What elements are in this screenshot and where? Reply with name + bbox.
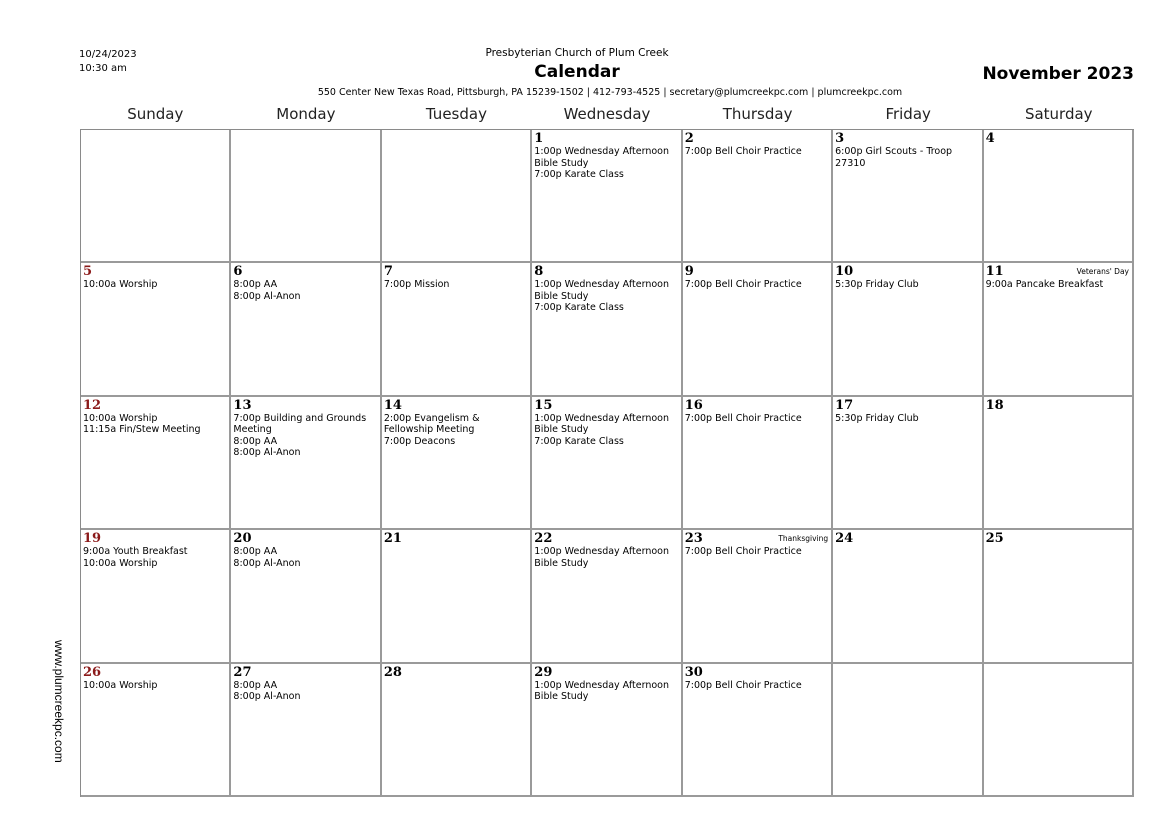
day-cell <box>833 397 983 530</box>
calendar-event: 7:00p Bell Choir Practice <box>684 412 802 424</box>
day-number: 4 <box>985 131 995 146</box>
day-number: 30 <box>684 664 703 680</box>
day-number: 26 <box>83 664 102 680</box>
calendar-event: 1:00p Wednesday Afternoon Bible Study <box>534 679 669 703</box>
day-cell <box>382 397 532 530</box>
day-cell <box>833 664 983 797</box>
day-cell <box>683 263 833 396</box>
day-cell <box>833 530 983 663</box>
day-cell <box>231 530 381 663</box>
calendar-event: 1:00p Wednesday Afternoon Bible Study <box>534 279 669 302</box>
calendar-event: 5:30p Friday Club <box>835 412 919 424</box>
calendar-event: 10:00a Worship <box>83 557 158 569</box>
holiday-label: Thanksgiving <box>778 534 829 544</box>
day-cell <box>984 664 1134 797</box>
day-number: 29 <box>534 664 553 680</box>
calendar-event: 8:00p AA <box>233 435 278 447</box>
day-cell <box>81 130 231 263</box>
day-number: 24 <box>835 531 854 547</box>
day-cell <box>231 397 381 530</box>
weekday-saturday: Saturday <box>1024 105 1093 123</box>
print-date: 10/24/2023 <box>79 49 137 60</box>
day-number: 18 <box>985 397 1004 413</box>
calendar-event: 2:00p Evangelism & Fellowship Meeting <box>383 412 480 436</box>
day-number: 6 <box>233 264 243 280</box>
day-cell <box>683 397 833 530</box>
calendar-event: 8:00p AA <box>233 279 278 291</box>
day-cell <box>532 530 682 663</box>
day-cell <box>833 263 983 396</box>
day-cell <box>833 130 983 263</box>
calendar-event: 7:00p Bell Choir Practice <box>684 146 802 157</box>
calendar-event: 7:00p Karate Class <box>534 169 624 180</box>
page-title: Calendar <box>534 62 620 82</box>
month-year: November 2023 <box>982 64 1134 84</box>
calendar-event: 10:00a Worship <box>83 679 158 691</box>
calendar-event: 6:00p Girl Scouts - Troop 27310 <box>835 146 953 169</box>
day-number: 19 <box>83 531 102 547</box>
day-cell <box>81 397 231 530</box>
day-number: 28 <box>383 664 402 680</box>
day-cell <box>683 664 833 797</box>
calendar-event: 8:00p Al-Anon <box>233 447 301 459</box>
calendar-event: 8:00p AA <box>233 679 278 691</box>
day-number: 3 <box>835 131 845 146</box>
day-cell <box>231 130 381 263</box>
day-number: 7 <box>383 264 393 280</box>
day-number: 23 <box>684 531 703 547</box>
weekday-sunday: Sunday <box>127 105 184 123</box>
calendar-event: 7:00p Karate Class <box>534 435 624 447</box>
day-cell <box>683 130 833 263</box>
day-number: 16 <box>684 397 703 413</box>
day-cell <box>231 263 381 396</box>
day-number: 22 <box>534 531 553 547</box>
weekday-wednesday: Wednesday <box>563 105 651 123</box>
day-cell <box>81 530 231 663</box>
holiday-label: Veterans' Day <box>1076 267 1129 277</box>
day-number: 20 <box>233 531 252 547</box>
calendar-event: 1:00p Wednesday Afternoon Bible Study <box>534 146 669 169</box>
day-cell <box>532 397 682 530</box>
day-number: 5 <box>83 264 93 280</box>
calendar-event: 9:00a Pancake Breakfast <box>985 279 1104 291</box>
weekday-header-row <box>80 105 1134 129</box>
day-number: 13 <box>233 397 252 413</box>
day-number: 25 <box>985 531 1004 547</box>
day-number: 17 <box>835 397 854 413</box>
calendar-event: 1:00p Wednesday Afternoon Bible Study <box>534 546 669 569</box>
calendar-event: 7:00p Bell Choir Practice <box>684 279 802 291</box>
day-cell <box>382 130 532 263</box>
day-cell <box>382 530 532 663</box>
calendar-event: 7:00p Deacons <box>383 435 456 447</box>
calendar-event: 8:00p AA <box>233 546 278 558</box>
calendar-event: 10:00a Worship <box>83 279 158 291</box>
day-number: 12 <box>83 397 102 413</box>
day-cell <box>984 130 1134 263</box>
day-number: 27 <box>233 664 252 680</box>
calendar-grid <box>80 129 1134 797</box>
weekday-monday: Monday <box>276 105 336 123</box>
church-name: Presbyterian Church of Plum Creek <box>485 47 669 59</box>
calendar-event: 8:00p Al-Anon <box>233 557 301 569</box>
calendar-event: 8:00p Al-Anon <box>233 290 301 302</box>
day-number: 21 <box>383 531 402 547</box>
day-cell <box>231 664 381 797</box>
day-number: 10 <box>835 264 854 280</box>
calendar-event: 1:00p Wednesday Afternoon Bible Study <box>534 412 669 436</box>
day-number: 9 <box>684 264 694 280</box>
day-cell <box>984 263 1134 396</box>
day-cell <box>382 664 532 797</box>
day-cell <box>382 263 532 396</box>
weekday-tuesday: Tuesday <box>425 105 487 123</box>
calendar-event: 11:15a Fin/Stew Meeting <box>83 424 201 436</box>
calendar-event: 7:00p Building and Grounds Meeting <box>233 412 367 436</box>
day-number: 8 <box>534 264 544 280</box>
day-cell <box>81 664 231 797</box>
day-number: 11 <box>985 264 1004 280</box>
day-cell <box>683 530 833 663</box>
day-cell <box>984 397 1134 530</box>
calendar-event: 8:00p Al-Anon <box>233 691 301 703</box>
day-number: 14 <box>383 397 402 413</box>
calendar-event: 7:00p Karate Class <box>534 302 624 314</box>
calendar-event: 9:00a Youth Breakfast <box>83 546 188 558</box>
day-number: 15 <box>534 397 553 413</box>
calendar-event: 10:00a Worship <box>83 412 158 424</box>
day-cell <box>81 263 231 396</box>
address-line: 550 Center New Texas Road, Pittsburgh, PA 15239-1502 | 412-793-4525 | secretary@plumcreekpc.com | plumcreekpc.com <box>317 87 903 98</box>
weekday-friday: Friday <box>885 105 931 123</box>
day-number: 2 <box>684 131 694 146</box>
calendar-event: 7:00p Bell Choir Practice <box>684 546 802 558</box>
website-side-text: www.plumcreekpc.com <box>52 640 66 763</box>
day-cell <box>984 530 1134 663</box>
calendar-event: 7:00p Bell Choir Practice <box>684 679 802 691</box>
day-number: 1 <box>534 131 544 146</box>
day-cell <box>532 664 682 797</box>
day-cell <box>532 263 682 396</box>
day-cell <box>532 130 682 263</box>
calendar-event: 7:00p Mission <box>383 279 450 291</box>
calendar-event: 5:30p Friday Club <box>835 279 919 291</box>
print-time: 10:30 am <box>79 63 127 74</box>
weekday-thursday: Thursday <box>722 105 793 123</box>
